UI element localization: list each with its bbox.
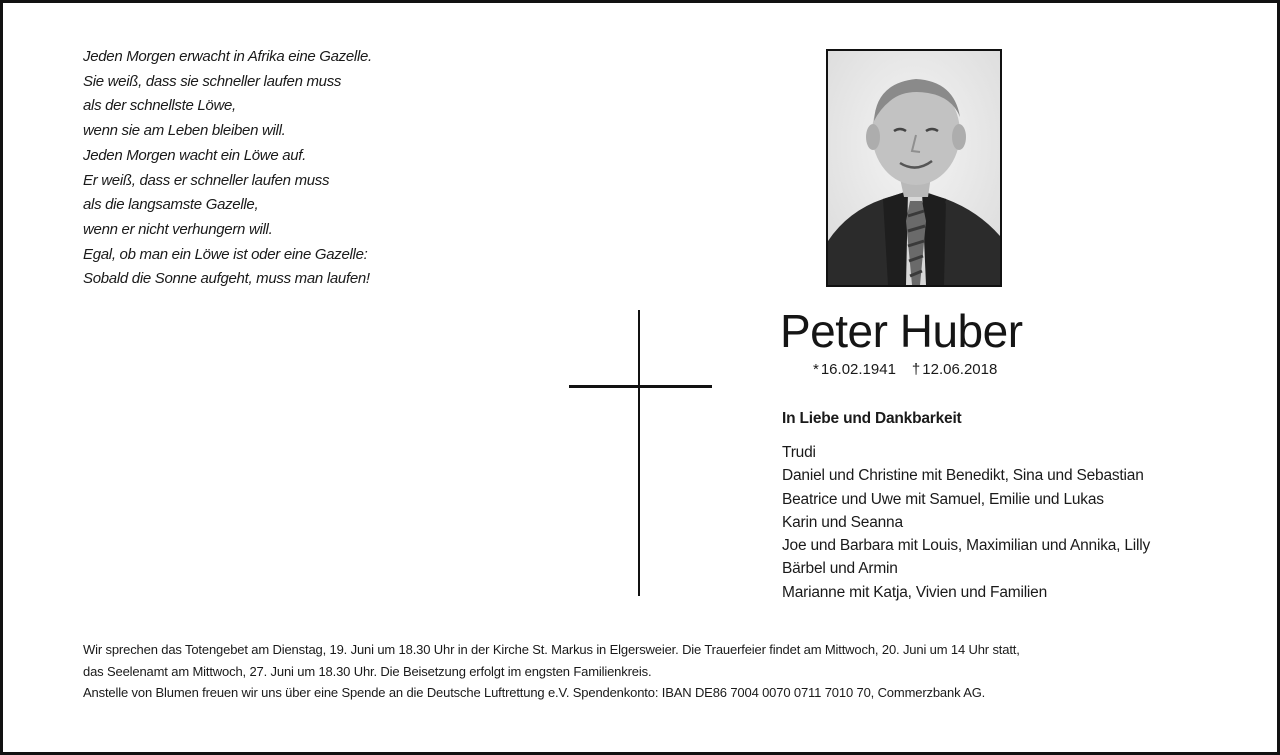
death-date: 12.06.2018 <box>922 361 998 378</box>
poem-line: Jeden Morgen wacht ein Löwe auf. <box>83 146 307 164</box>
notice-line: das Seelenamt am Mittwoch, 27. Juni um 18.30 Uhr. Die Beisetzung erfolgt im engsten Familienkreis. <box>83 663 652 679</box>
poem-line: Egal, ob man ein Löwe ist oder eine Gazelle: <box>83 245 368 263</box>
poem-line: Sie weiß, dass sie schneller laufen muss <box>83 72 342 90</box>
mourner-line: Trudi <box>782 444 816 461</box>
mourner-line: Beatrice und Uwe mit Samuel, Emilie und Lukas <box>782 490 1104 508</box>
poem <box>83 45 372 292</box>
cross-horizontal-bar <box>569 385 712 388</box>
mourner-line: Bärbel und Armin <box>782 560 898 578</box>
life-dates <box>813 360 997 380</box>
portrait-photo <box>826 49 1002 287</box>
poem-line: Er weiß, dass er schneller laufen muss <box>83 171 330 189</box>
mourner-line: Karin und Seanna <box>782 513 903 531</box>
poem-line: als der schnellste Löwe, <box>83 97 236 115</box>
portrait-illustration <box>828 51 1000 285</box>
notice-line: Wir sprechen das Totengebet am Dienstag, 19. Juni um 18.30 Uhr in der Kirche St. Markus in Elgersweier. Die Trauerfeier findet am Mittwoch, 20. Juni um 14 Uhr statt, <box>83 642 1020 657</box>
poem-line: wenn sie am Leben bleiben will. <box>83 122 286 140</box>
deceased-name: Peter Huber <box>780 305 1023 357</box>
mourner-line: Marianne mit Katja, Vivien und Familien <box>782 583 1048 601</box>
mourner-line: Daniel und Christine mit Benedikt, Sina und Sebastian <box>782 467 1144 485</box>
mourners-heading: In Liebe und Dankbarkeit <box>782 410 962 427</box>
poem-line: wenn er nicht verhungern will. <box>83 220 273 238</box>
death-cross-icon: † <box>911 361 921 378</box>
notice-line: Anstelle von Blumen freuen wir uns über eine Spende an die Deutsche Luftrettung e.V. Spendenkonto: IBAN DE86 7004 0070 0711 7010 70, Commerzbank AG. <box>83 685 986 700</box>
birth-date: 16.02.1941 <box>820 361 896 378</box>
mourner-line: Joe und Barbara mit Louis, Maximilian und Annika, Lilly <box>782 537 1151 555</box>
cross-vertical-bar <box>638 310 640 596</box>
birth-star-icon: * <box>813 361 819 378</box>
poem-line: Sobald die Sonne aufgeht, muss man laufen! <box>83 270 370 288</box>
poem-line: Jeden Morgen erwacht in Afrika eine Gazelle. <box>83 48 372 65</box>
poem-line: als die langsamste Gazelle, <box>83 196 259 214</box>
service-notice <box>83 639 1213 704</box>
mourners-list <box>782 441 1150 604</box>
